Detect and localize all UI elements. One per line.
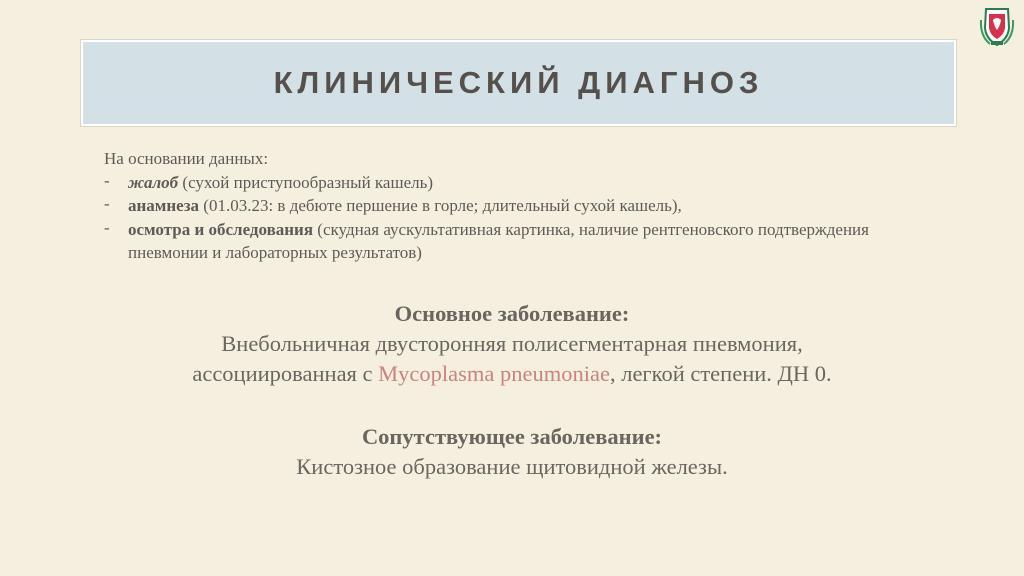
main-disease-block: [0, 299, 1024, 389]
item-text: (01.03.23: в дебюте першение в горле; длительный сухой кашель),: [199, 196, 682, 215]
pathogen-name: Mycoplasma pneumoniae: [378, 361, 610, 386]
basis-list: [104, 171, 944, 265]
main-disease-line1: Внебольничная двусторонняя полисегментарная пневмония,: [221, 331, 803, 356]
comorbid-text: Кистозное образование щитовидной железы.: [296, 454, 728, 479]
comorbid-disease-block: [0, 422, 1024, 482]
university-crest-icon: [978, 6, 1016, 48]
main-disease-line2-start: ассоциированная с: [192, 361, 379, 386]
basis-intro: На основании данных:: [104, 149, 269, 168]
list-item: [104, 171, 944, 195]
item-keyword: анамнеза: [128, 196, 200, 215]
bullet-dash: -: [104, 217, 110, 237]
diagnosis-basis: [104, 147, 944, 265]
item-text: (скудная аускультативная картинка, наличие рентгеновского подтверждения пневмонии и лабораторных результатов): [128, 219, 869, 262]
main-disease-heading: Основное заболевание:: [394, 301, 630, 326]
bullet-dash: -: [104, 170, 110, 190]
item-text: (сухой приступообразный кашель): [178, 172, 434, 192]
main-disease-line2-end: , легкой степени. ДН 0.: [609, 361, 832, 386]
main-disease-line2: [0, 359, 1024, 389]
list-item: [104, 194, 944, 218]
item-keyword: жалоб: [128, 172, 179, 192]
bullet-dash: -: [104, 194, 110, 213]
comorbid-heading: Сопутствующее заболевание:: [361, 424, 663, 449]
title-banner: [81, 40, 956, 126]
slide-title: КЛИНИЧЕСКИЙ ДИАГНОЗ: [273, 65, 764, 100]
list-item: [104, 218, 944, 265]
item-keyword: осмотра и обследования: [128, 219, 314, 239]
